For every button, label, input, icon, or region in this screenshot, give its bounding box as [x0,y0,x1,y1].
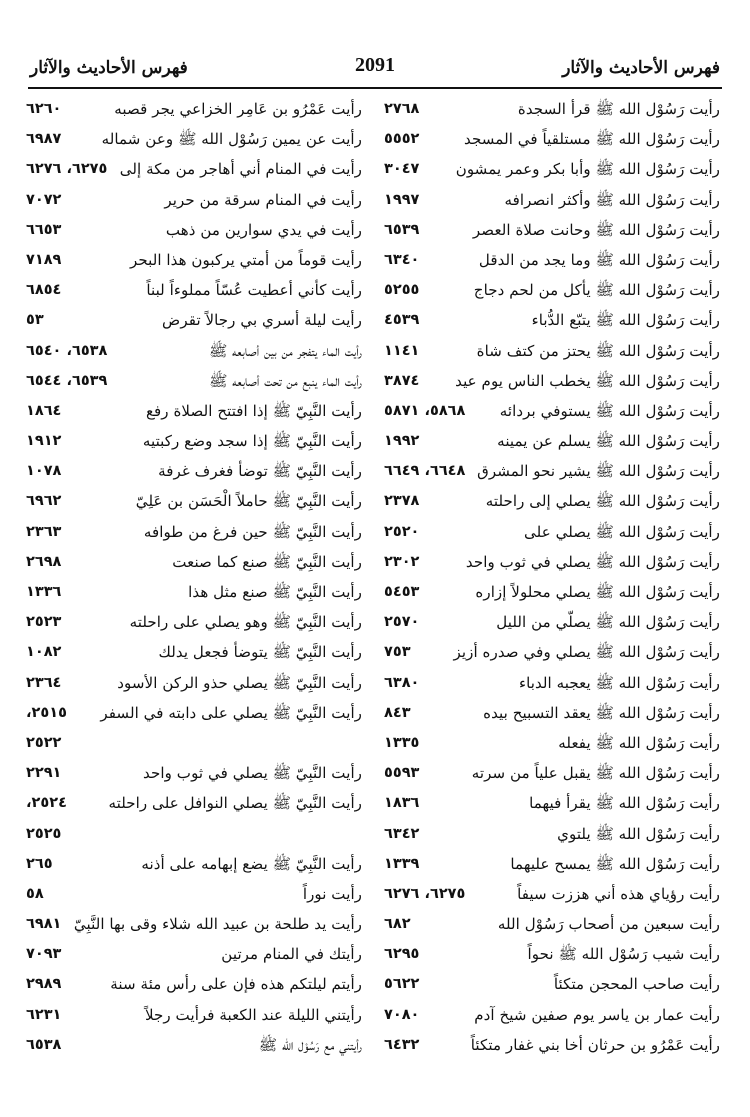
index-entry [384,456,720,486]
entry-text: رأيت قوماً من أمتي يركبون هذا البحر [129,250,362,269]
entry-number: ٦٢٩٥ [384,946,420,963]
index-entry [384,969,720,999]
header-title-right: فهرس الأحاديث والآثار [562,58,720,78]
index-entry [26,879,362,909]
entry-text: رأيت في يدي سوارين من ذهب [165,220,362,239]
entry-text: رأيت النَّبِيّ ﷺ إذا افتتح الصلاة رفع [145,401,362,420]
entry-text: رأيتني مع رَسُوْل الله ﷺ [258,1035,362,1054]
entry-text: رأيت رَسُوْل الله ﷺ قرأ السجدة [517,100,720,118]
entry-number: ٥٦٢٢ [384,976,420,993]
entry-number: ١٩٩٧ [384,191,420,208]
entry-number: ٣٠٤٧ [384,161,420,178]
index-entry [26,94,362,124]
entry-number: ٨٤٣ [384,704,411,721]
entry-number: ٢٥٢٢ [26,734,62,751]
entry-number: ١٨٣٦ [384,795,420,812]
entry-text: رأيت رَسُوْل الله ﷺ يصلّي من الليل [496,613,720,632]
index-entry [26,909,362,939]
entry-text: رأيت رَسُوْل الله ﷺ يمسح عليهما [510,854,720,873]
index-entry [384,577,720,607]
index-entry [26,486,362,516]
entry-number: ٦٨٥٤ [26,282,62,299]
index-entry [26,758,362,788]
entry-number: ٦٥٣٩، ٦٥٤٤ [26,372,108,389]
entry-number: ١٩١٢ [26,433,62,450]
index-entry [26,336,362,366]
entry-text: رأيت الماء يتفجر من بين أصابعه ﷺ [208,341,362,360]
entry-text: رأيت ليلة أسري بي رجالاً تقرض [162,311,362,330]
entry-text: رأيت رَسُوْل الله ﷺ يحتز من كتف شاة [476,341,720,360]
entry-number: ٥٨٦٨، ٥٨٧١ [384,402,466,419]
index-entry [384,275,720,305]
index-entry [384,305,720,335]
entry-text: رأيت رَسُوْل الله ﷺ يصلي على [524,522,720,541]
entry-number: ٢٣٠٢ [384,553,420,570]
index-entry [384,909,720,939]
entry-text: رأيت رَسُوْل الله ﷺ يعجبه الدباء [518,673,720,692]
entry-number: ١٣٣٩ [384,855,420,872]
index-entry [384,819,720,849]
index-entry [26,1030,362,1060]
entry-text: رأيتم ليلتكم هذه فإن على رأس مئة سنة [110,975,362,994]
entry-text: رأيت النَّبِيّ ﷺ يصلي على دابته في السفر [100,703,362,722]
entry-number: ٦٤٣٢ [384,1036,420,1053]
index-entry [26,396,362,426]
entry-number: ٦٢٧٥، ٦٢٧٦ [384,885,466,902]
index-entry [384,849,720,879]
index-entry [384,607,720,637]
index-entry [384,426,720,456]
entry-text: رأيت صاحب المحجن متكئاً [553,975,720,994]
entry-text: رأيت رؤياي هذه أني هززت سيفاً [517,884,720,903]
entry-number: ١٠٧٨ [26,463,62,480]
entry-number: ١٨٦٤ [26,402,62,419]
entry-text: رأيت رَسُوْل الله ﷺ يصلي وفي صدره أزيز [453,643,720,662]
index-entry [384,396,720,426]
index-entry [26,969,362,999]
entry-text: رأيت رَسُوْل الله ﷺ يصلي محلولاً إزاره [475,583,720,601]
entry-number: ٢٥٧٠ [384,614,420,631]
entry-text: رأيت عَمْرُو بن عَامِر الخزاعي يجر قصبه [114,100,362,118]
page-header [30,52,720,86]
entry-text: رأيت في المنام سرقة من حرير [164,190,362,209]
entry-number: ٢٢٩١ [26,765,62,782]
index-entry [26,517,362,547]
index-entry [384,336,720,366]
entry-number: ٧٠٨٠ [384,1006,420,1023]
entry-text: رأيت رَسُوْل الله ﷺ يصلي في ثوب واحد [465,552,720,571]
index-entry [26,637,362,667]
entry-number: ٢٥٢٣ [26,614,62,631]
index-entry [26,1000,362,1030]
entry-number: ٦٣٤٢ [384,825,420,842]
entry-number: ٥٥٩٣ [384,765,420,782]
entry-text: رأيت رَسُوْل الله ﷺ يتبّع الدُّباء [531,311,720,330]
entry-text: رأيت النَّبِيّ ﷺ يصلي حذو الركن الأسود [117,673,362,692]
entry-number: ٦٩٨٧ [26,131,62,148]
index-entry [384,124,720,154]
entry-number: ٢٥٢٤، [26,795,67,812]
entry-number: ٢٥٢٥ [26,825,62,842]
index-entry [26,577,362,607]
entry-number: ١١٤١ [384,342,420,359]
entry-text: رأيتني الليلة عند الكعبة فرأيت رجلاً [144,1005,362,1024]
index-entry [26,305,362,335]
entry-text: رأيت رَسُوْل الله ﷺ يأكل من لحم دجاج [473,281,720,300]
entry-text: رأيت رَسُوْل الله ﷺ يعقد التسبيح بيده [483,703,720,722]
entry-number: ٢٣٧٨ [384,493,420,510]
entry-number: ٥٢٥٥ [384,282,420,299]
entry-text: رأيت رَسُوْل الله ﷺ يخطب الناس يوم عيد [455,371,720,390]
entry-text: رأيت النَّبِيّ ﷺ صنع مثل هذا [188,583,362,601]
entry-number: ٤٥٣٩ [384,312,420,329]
index-entry [26,275,362,305]
entry-number: ٥٨ [26,885,44,902]
entry-text: رأيت نوراً [302,884,362,903]
entry-number: ١٣٣٥ [384,734,420,751]
entry-number: ٢٣٦٣ [26,523,62,540]
entry-number: ٦٢٣١ [26,1006,62,1023]
entry-number: ١٩٩٢ [384,433,420,450]
entry-text: رأيت رَسُوْل الله ﷺ يسلم عن يمينه [497,432,720,451]
index-entry [384,154,720,184]
index-entry [26,728,362,758]
index-entry [26,819,362,849]
entry-text: رأيت عمار بن ياسر يوم صفين شيخ آدم [474,1005,720,1024]
header-rule [28,87,722,89]
entry-text: رأيت النَّبِيّ ﷺ صنع كما صنعت [172,552,362,571]
entry-text: رأيت في المنام أني أهاجر من مكة إلى [119,160,362,179]
index-entry [384,94,720,124]
page-number: 2091 [355,54,395,76]
entry-text: رأيت كأني أعطيت عُسّاً مملوءاً لبناً [146,281,362,300]
entry-number: ٢٥٢٠ [384,523,420,540]
entry-text: رأيت شيب رَسُوْل الله ﷺ نحواً [527,945,720,964]
index-entry [26,939,362,969]
entry-text: رأيت رَسُوْل الله ﷺ يصلي إلى راحلته [485,492,720,511]
index-entry [26,668,362,698]
entry-text: رأيت رَسُوْل الله ﷺ وحانت صلاة العصر [472,220,720,239]
index-entry [384,879,720,909]
entry-number: ٢٥١٥، [26,704,67,721]
entry-text: رأيت النَّبِيّ ﷺ وهو يصلي على راحلته [129,613,362,632]
entry-number: ٦٥٣٩ [384,221,420,238]
entry-text: رأيت رَسُوْل الله ﷺ يشير نحو المشرق [477,462,720,481]
index-entry [384,939,720,969]
entry-number: ٧٠٧٢ [26,191,62,208]
header-title-left: فهرس الأحاديث والآثار [30,58,188,78]
entry-text: رأيت رَسُوْل الله ﷺ وأكثر انصرافه [504,190,720,209]
entry-text: رأيت رَسُوْل الله ﷺ وما يجد من الدقل [478,250,720,269]
index-entry [384,668,720,698]
index-entry [384,788,720,818]
index-entry [26,607,362,637]
entry-number: ٧٥٣ [384,644,411,661]
entry-text: رأيت يد طلحة بن عبيد الله شلاء وقى بها النَّبِيّ [73,915,362,934]
entry-number: ٦٣٤٠ [384,251,420,268]
entry-number: ٢٦٩٨ [26,553,62,570]
entry-number: ٧١٨٩ [26,251,62,268]
entry-number: ٦٢٦٠ [26,101,62,117]
index-entry [26,215,362,245]
index-entry [384,245,720,275]
entry-number: ٢٧٦٨ [384,101,420,117]
entry-text: رأيت رَسُوْل الله ﷺ مستلقياً في المسجد [463,130,720,149]
index-entry [26,547,362,577]
index-entry [384,517,720,547]
entry-text: رأيت الماء ينبع من تحت أصابعه ﷺ [209,371,362,390]
index-entry [384,185,720,215]
entry-number: ٦٦٤٨، ٦٦٤٩ [384,463,466,480]
index-entry [26,154,362,184]
entry-number: ٦٩٦٢ [26,493,62,510]
index-entry [26,426,362,456]
entry-number: ٦٥٣٨، ٦٥٤٠ [26,342,108,359]
entry-text: رأيت النَّبِيّ ﷺ يتوضأ فجعل يدلك [158,643,362,662]
entry-number: ٢٩٨٩ [26,976,62,993]
index-entry [26,124,362,154]
index-entry [26,245,362,275]
entry-text: رأيت سبعين من أصحاب رَسُوْل الله [497,915,720,934]
entry-number: ٦٣٨٠ [384,674,420,691]
index-entry [26,456,362,486]
index-entry [384,728,720,758]
entry-text: رأيت النَّبِيّ ﷺ حين فرغ من طوافه [143,522,362,541]
entry-number: ٦٢٧٥، ٦٢٧٦ [26,161,108,178]
index-entry [384,758,720,788]
index-entry [384,637,720,667]
entry-number: ٦٨٢ [384,916,411,933]
index-entry [26,849,362,879]
entry-number: ١٣٣٦ [26,584,62,600]
index-entry [26,366,362,396]
entry-number: ٧٠٩٣ [26,946,62,963]
entry-number: ٦٥٣٨ [26,1036,62,1053]
entry-number: ٥٥٥٢ [384,131,420,148]
index-entry [384,1000,720,1030]
entry-text: رأيت عن يمين رَسُوْل الله ﷺ وعن شماله [101,130,362,149]
index-entry [384,698,720,728]
entry-text: رأيت النَّبِيّ ﷺ إذا سجد وضع ركبتيه [142,432,362,451]
index-entry [26,698,362,728]
entry-number: ١٠٨٢ [26,644,62,661]
entry-text: رأيت النَّبِيّ ﷺ يصلي النوافل على راحلته [108,794,362,813]
entry-text: رأيتك في المنام مرتين [221,945,362,964]
entry-text: رأيت النَّبِيّ ﷺ يضع إبهامه على أذنه [141,854,362,873]
entry-number: ٦٩٨١ [26,916,62,933]
entry-number: ٢٣٦٤ [26,674,62,691]
entry-text: رأيت رَسُوْل الله ﷺ يستوفي بردائه [499,401,720,420]
entry-number: ٣٨٧٤ [384,372,420,389]
entry-text: رأيت رَسُوْل الله ﷺ يقبل علياً من سرته [471,764,720,783]
entry-text: رأيت عَمْرُو بن حرثان أخا بني غفار متكئاً [470,1035,720,1054]
entry-text: رأيت النَّبِيّ ﷺ توضأ فغرف غرفة [158,462,362,481]
index-entry [26,185,362,215]
entry-number: ٥٣ [26,312,44,329]
left-index-column [26,94,362,1060]
index-entry [384,547,720,577]
right-index-column [384,94,720,1060]
entry-number: ٢٦٥ [26,855,53,872]
index-entry [384,1030,720,1060]
index-entry [384,366,720,396]
entry-number: ٥٤٥٣ [384,584,420,600]
entry-text: رأيت رَسُوْل الله ﷺ يفعله [558,733,720,752]
entry-number: ٦٦٥٣ [26,221,62,238]
entry-text: رأيت النَّبِيّ ﷺ يصلي في ثوب واحد [143,764,362,783]
index-entry [384,215,720,245]
entry-text: رأيت رَسُوْل الله ﷺ يقرأ فيهما [529,794,720,813]
entry-text: رأيت رَسُوْل الله ﷺ وأبا بكر وعمر يمشون [455,160,720,179]
entry-text: رأيت رَسُوْل الله ﷺ يلتوي [557,824,720,843]
entry-text: رأيت النَّبِيّ ﷺ حاملاً الْحَسَن بن عَلِيّ [135,492,362,511]
index-entry [26,788,362,818]
index-entry [384,486,720,516]
